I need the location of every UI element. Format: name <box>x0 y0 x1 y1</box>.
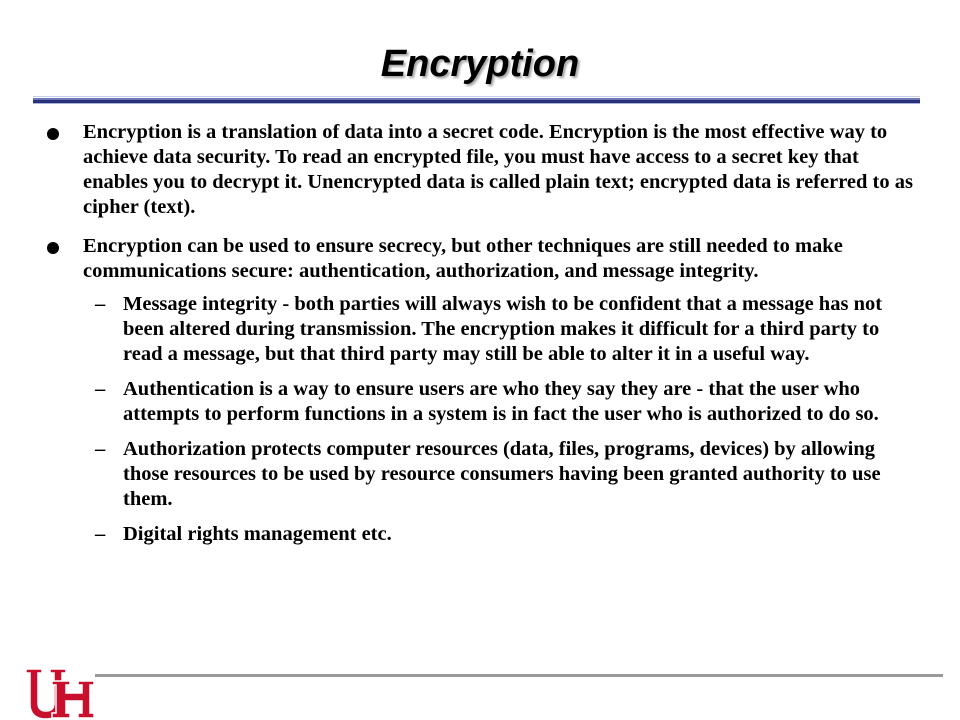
sub-bullet-text: Message integrity - both parties will always wish to be confident that a message has not been altered during transmission. The encryption makes it difficult for a third party to read a message, but that third party may still be able to alter it in a useful way. <box>123 293 883 365</box>
title-underline <box>33 96 920 105</box>
dash-marker: – <box>95 293 106 315</box>
sub-bullet-message-integrity <box>45 292 915 367</box>
bullet-dot-icon <box>47 128 59 140</box>
bullet-dot-icon <box>47 242 59 254</box>
sub-bullet-list <box>45 292 915 547</box>
sub-bullet-authorization <box>45 437 915 512</box>
slide-title: Encryption <box>380 43 580 85</box>
sub-bullet-text: Authentication is a way to ensure users are who they say they are - that the user who attempts to perform functions in a system is in fact the user who is authorized to do so. <box>123 378 879 425</box>
bullet-text: Encryption is a translation of data into a secret code. Encryption is the most effective way to achieve data security. To read an encrypted file, you must have access to a secret key that enables you to decrypt it. Unencrypted data is called plain text; encrypted data is referred to as cipher (text). <box>83 121 913 218</box>
bullet-encryption-definition <box>45 120 915 220</box>
bullet-text: Encryption can be used to ensure secrecy, but other techniques are still needed to make communications secure: authentication, authorization, and message integrity. <box>83 235 843 282</box>
dash-marker: – <box>95 438 106 460</box>
sub-bullet-authentication <box>45 377 915 427</box>
sub-bullet-text: Digital rights management etc. <box>123 523 392 545</box>
sub-bullet-text: Authorization protects computer resources (data, files, programs, devices) by allowing those resources to be used by resource consumers having been granted authority to use them. <box>123 438 881 510</box>
footer-rule <box>95 674 943 677</box>
slide-body <box>45 120 915 557</box>
dash-marker: – <box>95 523 106 545</box>
university-logo-icon <box>24 667 94 720</box>
dash-marker: – <box>95 378 106 400</box>
bullet-encryption-secrecy <box>45 234 915 284</box>
sub-bullet-drm <box>45 522 915 547</box>
